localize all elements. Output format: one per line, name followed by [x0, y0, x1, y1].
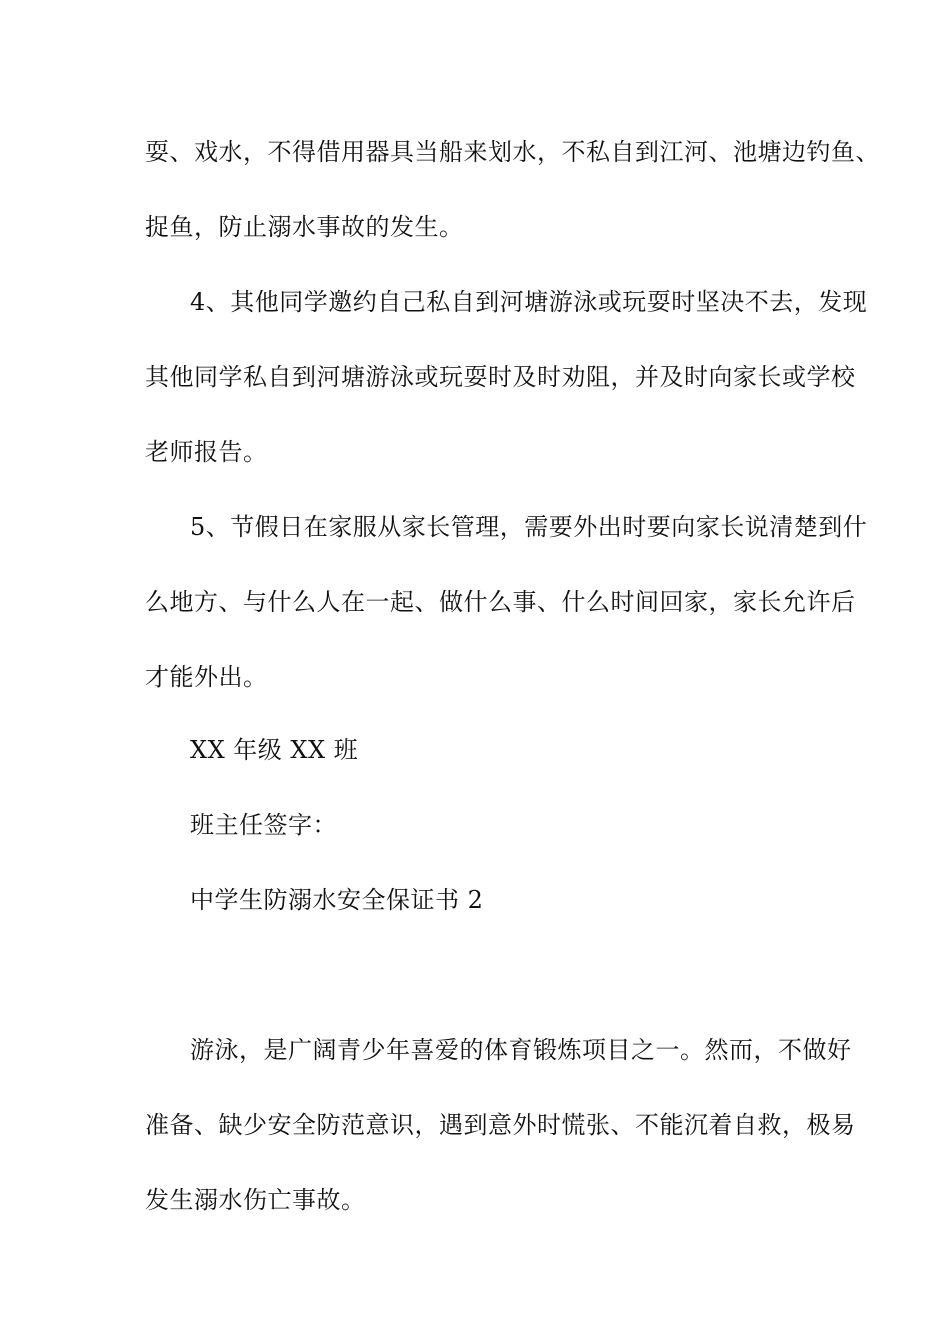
section-title: 中学生防溺水安全保证书 2: [190, 886, 484, 914]
class-label: XX 年级 XX 班: [190, 736, 359, 764]
paragraph-line: 其他同学私自到河塘游泳或玩耍时及时劝阻，并及时向家长或学校: [145, 363, 856, 391]
paragraph-line: 才能外出。: [145, 663, 268, 691]
paragraph-line: 游泳，是广阔青少年喜爱的体育锻炼项目之一。然而，不做好: [190, 1036, 852, 1064]
paragraph-line: 么地方、与什么人在一起、做什么事、什么时间回家，家长允许后: [145, 588, 856, 616]
paragraph-line: 发生溺水伤亡事故。: [145, 1186, 366, 1214]
paragraph-line: 耍、戏水，不得借用器具当船来划水，不私自到江河、池塘边钓鱼、: [145, 138, 880, 166]
paragraph-line: 4、其他同学邀约自己私自到河塘游泳或玩耍时坚决不去，发现: [190, 288, 868, 316]
paragraph-line: 老师报告。: [145, 438, 268, 466]
signature-label: 班主任签字：: [190, 811, 337, 839]
paragraph-line: 准备、缺少安全防范意识，遇到意外时慌张、不能沉着自救，极易: [145, 1111, 856, 1139]
paragraph-line: 捉鱼，防止溺水事故的发生。: [145, 213, 464, 241]
paragraph-line: 5、节假日在家服从家长管理，需要外出时要向家长说清楚到什: [190, 513, 868, 541]
